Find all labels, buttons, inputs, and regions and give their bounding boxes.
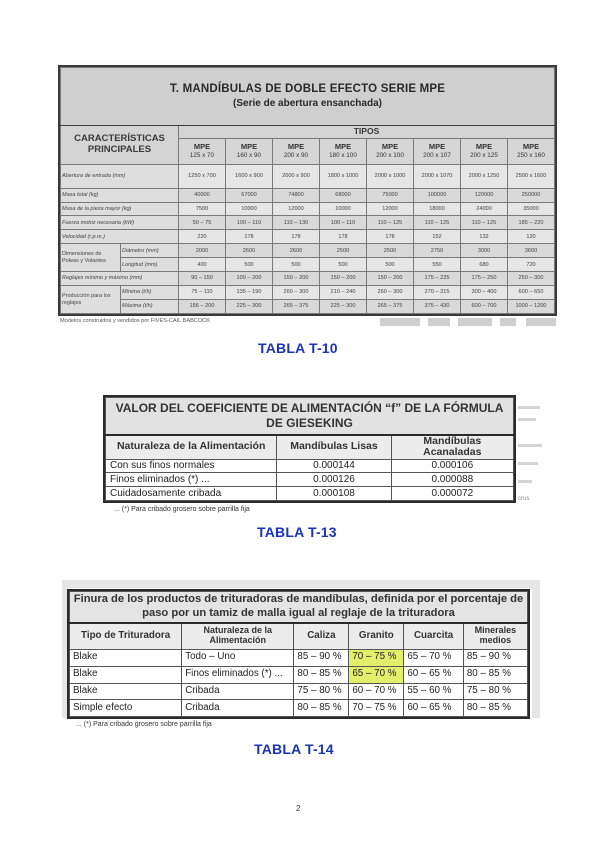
t14-header-naturaleza: Naturaleza de la Alimentación: [182, 623, 294, 650]
t10-model-name: MPE: [381, 142, 399, 152]
t10-cell: 250000: [508, 188, 555, 202]
caption-t14: TABLA T-14: [254, 741, 334, 757]
t13-row2-nat: Finos eliminados (*) ...: [106, 473, 277, 487]
t13-scan-artifacts: [518, 396, 544, 506]
t10-model-name: MPE: [522, 142, 540, 152]
t10-model-size: 200 x 90: [283, 151, 309, 159]
t13-side-text: crus: [518, 496, 530, 502]
t10-cell: 500: [273, 258, 320, 272]
table-t13: [103, 395, 516, 503]
t13-row3-lisas: 0.000108: [277, 487, 391, 501]
t10-cell: 2000 x 1000: [367, 164, 414, 188]
t10-cell: 175 – 225: [414, 272, 461, 286]
t10-cell: 2600: [273, 244, 320, 258]
t10-model-header: [273, 138, 320, 164]
t10-label-reglajes: Reglajes mínimo y máximo (mm): [61, 272, 179, 286]
t10-label-minima: Mínima (t/h): [121, 286, 179, 300]
t14-row2-cuarcita: 60 – 65 %: [404, 666, 464, 683]
t10-cell: 250 – 300: [508, 272, 555, 286]
page-number: 2: [296, 804, 301, 813]
t10-cell: 10000: [226, 202, 273, 216]
t10-cell: 2000 x 1070: [414, 164, 461, 188]
t10-cell: 225 – 300: [320, 300, 367, 314]
t10-cell: 68000: [320, 188, 367, 202]
t10-cell: 210 – 240: [320, 286, 367, 300]
t10-model-name: MPE: [240, 142, 258, 152]
t13-row1-nat: Con sus finos normales: [106, 459, 277, 473]
t14-row4-caliza: 80 – 85 %: [294, 700, 349, 717]
t10-model-name: MPE: [287, 142, 305, 152]
t13-row1-lisas: 0.000144: [277, 459, 391, 473]
t10-model-size: 160 x 90: [236, 151, 262, 159]
t14-row4-granito: 70 – 75 %: [349, 700, 404, 717]
t14-row3-minerales: 75 – 80 %: [463, 683, 527, 700]
t10-cell: 1800 x 1000: [320, 164, 367, 188]
t10-cell: 178: [367, 230, 414, 244]
t10-cell: 260 – 300: [273, 286, 320, 300]
t14-row3-cuarcita: 55 – 60 %: [404, 683, 464, 700]
t14-row2-minerales: 80 – 85 %: [463, 666, 527, 683]
t14-row4-cuarcita: 60 – 65 %: [404, 700, 464, 717]
t14-header-tipo: Tipo de Trituradora: [70, 623, 182, 650]
t10-model-header: [367, 138, 414, 164]
t10-cell: 12000: [273, 202, 320, 216]
t13-header-naturaleza: Naturaleza de la Alimentación: [106, 435, 277, 460]
t10-cell: 600 – 650: [508, 286, 555, 300]
caption-t10: TABLA T-10: [258, 340, 338, 356]
t14-row2-tipo: Blake: [70, 666, 182, 683]
t10-cell: 375 – 430: [414, 300, 461, 314]
t10-cell: 500: [320, 258, 367, 272]
t10-model-header: [320, 138, 367, 164]
t10-cell: 400: [179, 258, 226, 272]
t10-cell: 135 – 190: [226, 286, 273, 300]
t10-label-masa-pieza: Masa de la pieza mayor (kg): [61, 202, 179, 216]
t13-footnote: ... (*) Para cribado grosero sobre parrilla fija: [114, 506, 250, 513]
t10-cell: 100 – 110: [226, 216, 273, 230]
t10-cell: 50 – 75: [179, 216, 226, 230]
t10-cell: 220: [179, 230, 226, 244]
t14-footnote: ... (*) Para cribado grosero sobre parrilla fija: [76, 721, 212, 728]
t10-cell: 300 – 400: [461, 286, 508, 300]
t10-cell: 175 – 250: [461, 272, 508, 286]
t14-row1-tipo: Blake: [70, 650, 182, 667]
t10-model-size: 125 x 70: [189, 151, 215, 159]
t10-label-masa-total: Masa total (kg): [61, 188, 179, 202]
t14-row1-minerales: 85 – 90 %: [463, 650, 527, 667]
t14-header-caliza: Caliza: [294, 623, 349, 650]
t10-cell: 1250 x 700: [179, 164, 226, 188]
t10-cell: 156 – 200: [179, 300, 226, 314]
t10-cell: 2600: [226, 244, 273, 258]
t10-model-header: [508, 138, 555, 164]
t10-cell: 1000 – 1200: [508, 300, 555, 314]
t14-row4-tipo: Simple efecto: [70, 700, 182, 717]
t10-label-velocidad: Velocidad (r.p.m.): [61, 230, 179, 244]
t10-cell: 35000: [508, 202, 555, 216]
table-t10: [58, 65, 557, 316]
t13-row2-acan: 0.000088: [391, 473, 513, 487]
t10-cell: 178: [320, 230, 367, 244]
t10-cell: 75 – 110: [179, 286, 226, 300]
t14-row2-caliza: 80 – 85 %: [294, 666, 349, 683]
t10-model-name: MPE: [193, 142, 211, 152]
t14-row3-caliza: 75 – 80 %: [294, 683, 349, 700]
t10-cell: 185 – 220: [508, 216, 555, 230]
t10-cell: 110 – 130: [273, 216, 320, 230]
t10-cell: 3000: [461, 244, 508, 258]
t10-cell: 260 – 300: [367, 286, 414, 300]
t14-header-cuarcita: Cuarcita: [404, 623, 464, 650]
t10-cell: 150 – 200: [367, 272, 414, 286]
t10-model-size: 250 x 160: [517, 151, 545, 159]
table-t14: [67, 589, 530, 719]
t13-header-acanaladas: Mandíbulas Acanaladas: [391, 435, 513, 460]
t14-title: Finura de los productos de trituradoras de mandíbulas, definida por el porcentaje de paso por un tamiz de malla igual al reglaje de la trituradora: [70, 592, 528, 623]
t10-cell: 120000: [461, 188, 508, 202]
t10-cell: 270 – 315: [414, 286, 461, 300]
t10-cell: 152: [414, 230, 461, 244]
t10-label-diametro: Diámetro (mm): [121, 244, 179, 258]
t14-row3-granito: 60 – 70 %: [349, 683, 404, 700]
t10-cell: 600 – 700: [461, 300, 508, 314]
t10-model-header: [461, 138, 508, 164]
t10-label-poleas: Dimensiones de Poleas y Volantes: [61, 244, 121, 272]
t13-row3-nat: Cuidadosamente cribada: [106, 487, 277, 501]
t10-cell: 2000 x 900: [273, 164, 320, 188]
t10-model-size: 200 x 100: [376, 151, 404, 159]
t10-model-header: [179, 138, 226, 164]
t10-title-cell: [61, 68, 555, 126]
t10-cell: 2500 x 1600: [508, 164, 555, 188]
t10-model-header: [414, 138, 461, 164]
t13-title: VALOR DEL COEFICIENTE DE ALIMENTACIÓN “f” DE LA FÓRMULA DE GIESEKING: [106, 398, 514, 435]
t10-cell: 2500: [320, 244, 367, 258]
t10-cell: 110 – 125: [367, 216, 414, 230]
t10-cell: 10000: [320, 202, 367, 216]
t10-cell: 500: [226, 258, 273, 272]
t10-cell: 110 – 125: [414, 216, 461, 230]
t10-cell: 2500: [367, 244, 414, 258]
t14-row1-granito: 70 – 75 %: [349, 650, 404, 667]
t10-cell: 74800: [273, 188, 320, 202]
t10-cell: 110 – 125: [461, 216, 508, 230]
t13-row1-acan: 0.000106: [391, 459, 513, 473]
t10-cell: 680: [461, 258, 508, 272]
t10-model-name: MPE: [428, 142, 446, 152]
t10-cell: 90 – 150: [179, 272, 226, 286]
t14-header-granito: Granito: [349, 623, 404, 650]
t10-cell: 1600 x 900: [226, 164, 273, 188]
t10-title: T. MANDÍBULAS DE DOBLE EFECTO SERIE MPE: [169, 83, 446, 96]
t10-cell: 550: [414, 258, 461, 272]
t10-header-caracteristicas: CARACTERÍSTICAS PRINCIPALES: [61, 125, 179, 164]
t10-cell: 150 – 200: [320, 272, 367, 286]
t14-row4-nat: Cribada: [182, 700, 294, 717]
t10-cell: 100 – 110: [320, 216, 367, 230]
t10-model-name: MPE: [334, 142, 352, 152]
t10-cell: 18000: [414, 202, 461, 216]
t10-cell: 120: [508, 230, 555, 244]
t14-row1-caliza: 85 – 90 %: [294, 650, 349, 667]
t10-label-fuerza: Fuerza motriz necesaria (kW): [61, 216, 179, 230]
t10-cell: 7500: [179, 202, 226, 216]
t10-cell: 12000: [367, 202, 414, 216]
t10-cell: 265 – 375: [367, 300, 414, 314]
t14-row1-nat: Todo – Uno: [182, 650, 294, 667]
t10-cell: 100000: [414, 188, 461, 202]
t10-subtitle: (Serie de abertura ensanchada): [233, 97, 382, 109]
t14-row3-tipo: Blake: [70, 683, 182, 700]
t10-cell: 40000: [179, 188, 226, 202]
t14-row2-granito: 65 – 70 %: [349, 666, 404, 683]
t10-cell: 3600: [508, 244, 555, 258]
t10-cell: 100 – 200: [226, 272, 273, 286]
t10-cell: 500: [367, 258, 414, 272]
t10-footnote: Modelos construidos y vendidos por FIVES-CAIL BABCOCK: [60, 318, 210, 324]
t10-header-tipos: TIPOS: [179, 125, 555, 138]
t10-cell: 2000: [179, 244, 226, 258]
t10-model-size: 200 x 107: [423, 151, 451, 159]
t10-model-name: MPE: [475, 142, 493, 152]
t10-cell: 720: [508, 258, 555, 272]
t10-scan-artifacts: [380, 316, 560, 328]
t13-header-lisas: Mandíbulas Lisas: [277, 435, 391, 460]
t10-cell: 265 – 375: [273, 300, 320, 314]
t14-row3-nat: Cribada: [182, 683, 294, 700]
t14-row2-nat: Finos eliminados (*) ...: [182, 666, 294, 683]
t10-label-entrada: Abertura de entrada (mm): [61, 164, 179, 188]
t10-cell: 132: [461, 230, 508, 244]
t10-cell: 150 – 200: [273, 272, 320, 286]
t10-model-size: 180 x 100: [329, 151, 357, 159]
t14-header-minerales: Minerales medios: [463, 623, 527, 650]
t10-cell: 178: [226, 230, 273, 244]
t13-row3-acan: 0.000072: [391, 487, 513, 501]
t14-row1-cuarcita: 65 – 70 %: [404, 650, 464, 667]
caption-t13: TABLA T-13: [257, 524, 337, 540]
t10-label-longitud: Longitud (mm): [121, 258, 179, 272]
t10-model-header: [226, 138, 273, 164]
t10-model-size: 200 x 125: [470, 151, 498, 159]
t10-cell: 2750: [414, 244, 461, 258]
t10-cell: 225 – 300: [226, 300, 273, 314]
t10-cell: 24000: [461, 202, 508, 216]
t14-row4-minerales: 80 – 85 %: [463, 700, 527, 717]
t10-cell: 67000: [226, 188, 273, 202]
t10-cell: 75000: [367, 188, 414, 202]
t13-row2-lisas: 0.000126: [277, 473, 391, 487]
t10-cell: 2000 x 1250: [461, 164, 508, 188]
t10-label-maxima: Máxima (t/h): [121, 300, 179, 314]
t10-label-produccion: Producción para los reglajes: [61, 286, 121, 314]
t10-cell: 178: [273, 230, 320, 244]
